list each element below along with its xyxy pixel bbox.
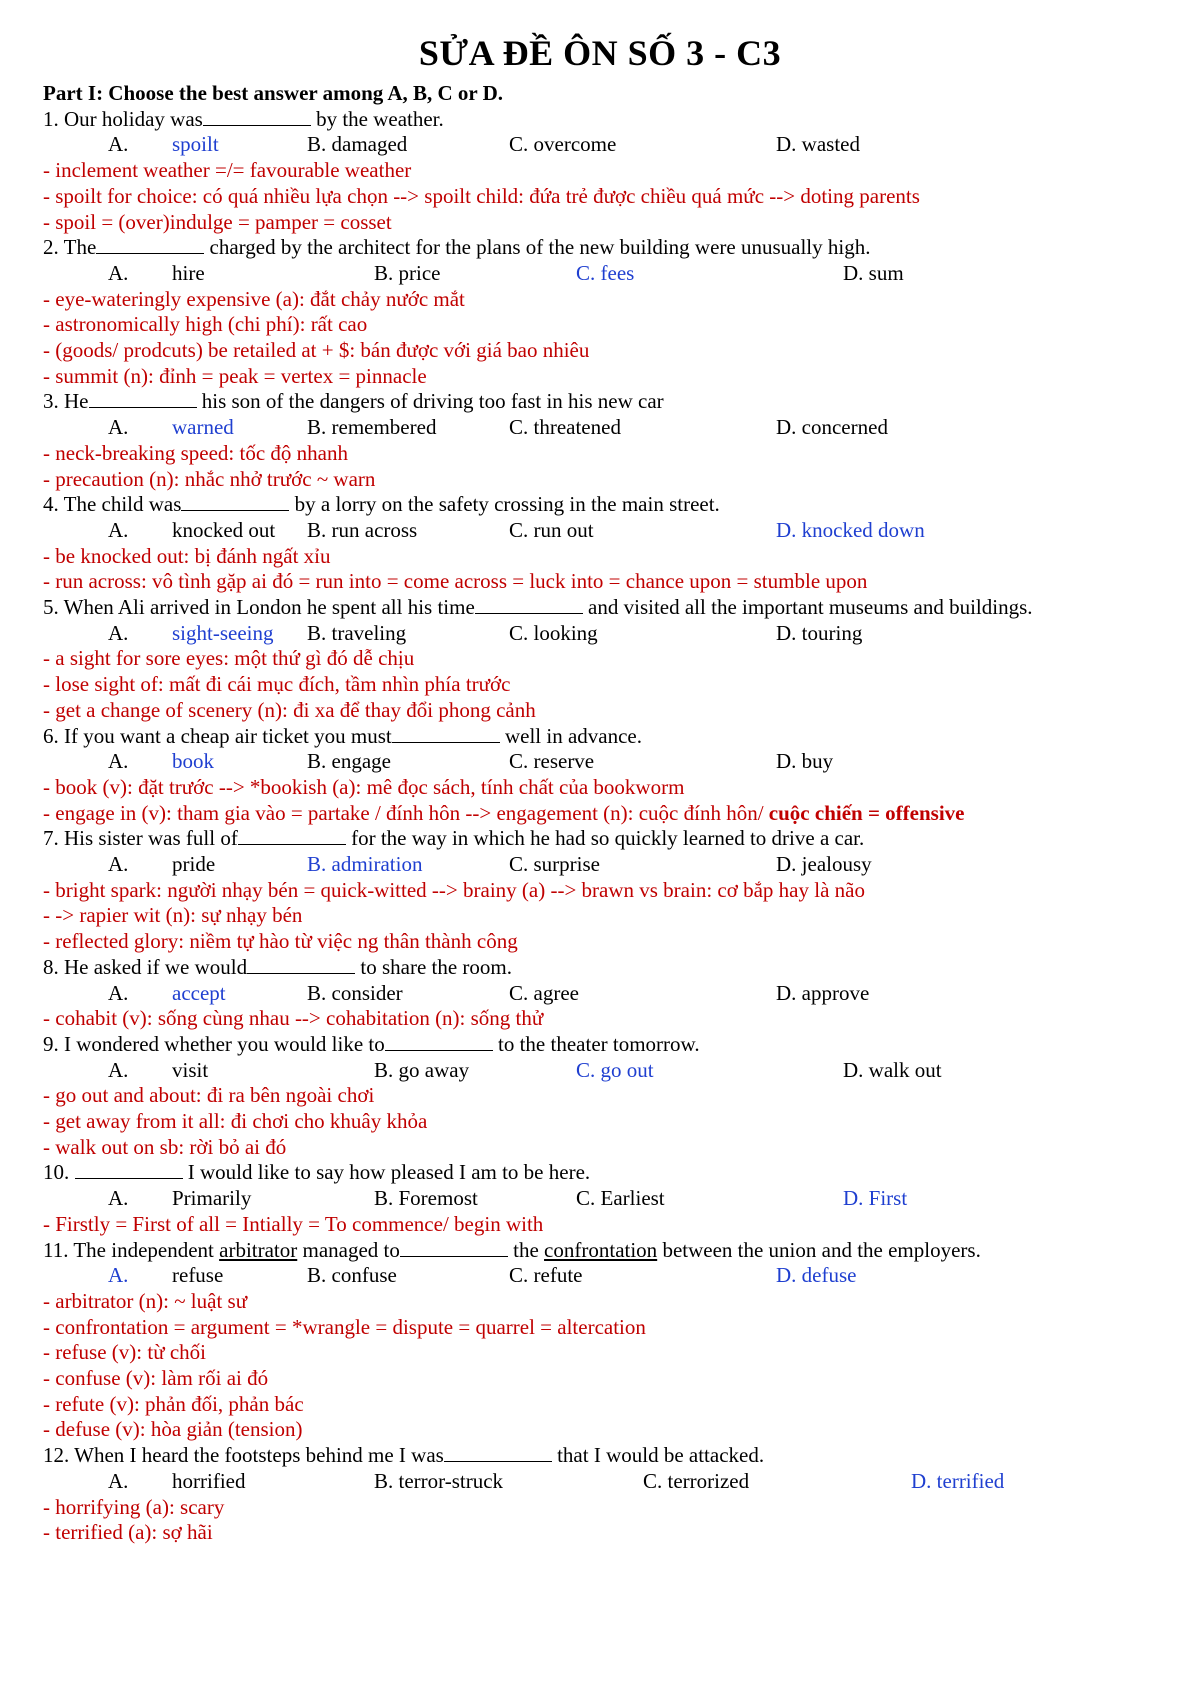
- option-item[interactable]: B. damaged: [307, 132, 408, 157]
- page-title: SỬA ĐỀ ÔN SỐ 3 - C3: [418, 33, 782, 73]
- note-text: - -> rapier wit (n): sự nhạy bén: [43, 903, 303, 928]
- question-text: to the theater tomorrow.: [492, 1031, 700, 1056]
- option-item[interactable]: D. terrified: [911, 1468, 1005, 1493]
- question-stem: [43, 1158, 590, 1186]
- note-line: [43, 1390, 304, 1418]
- option-item[interactable]: D. defuse: [776, 1263, 857, 1288]
- option-letter: A.: [108, 852, 129, 876]
- option-letter: A.: [108, 1186, 129, 1211]
- option-letter: A.: [108, 260, 129, 285]
- question-text: 3. He: [43, 389, 89, 414]
- question-text: 4. The child was: [43, 492, 182, 517]
- note-text: - go out and about: đi ra bên ngoài chơi: [43, 1083, 375, 1108]
- option-item[interactable]: B. go away: [374, 1057, 470, 1082]
- note-line: [43, 310, 367, 338]
- answer-blank[interactable]: [89, 389, 197, 408]
- option-item[interactable]: D. jealousy: [776, 852, 872, 876]
- option-text[interactable]: refuse: [172, 1263, 224, 1288]
- option-letter: A.: [108, 620, 129, 645]
- note-text: - defuse (v): hòa giản (tension): [43, 1417, 303, 1442]
- note-line: [43, 285, 465, 313]
- option-letter: A.: [108, 1263, 129, 1288]
- option-item[interactable]: C. looking: [509, 620, 598, 645]
- option-item[interactable]: C. terrorized: [643, 1468, 750, 1493]
- option-letter: A.: [108, 132, 129, 157]
- option-text[interactable]: visit: [172, 1057, 209, 1082]
- note-text: - neck-breaking speed: tốc độ nhanh: [43, 440, 348, 465]
- answer-blank[interactable]: [400, 1238, 508, 1257]
- note-line: [43, 876, 865, 904]
- question-text: well in advance.: [499, 723, 643, 748]
- note-line: [43, 439, 348, 467]
- option-item[interactable]: B. consider: [307, 980, 403, 1005]
- option-text[interactable]: knocked out: [172, 517, 276, 542]
- option-item[interactable]: C. surprise: [509, 852, 600, 876]
- note-text: - spoilt for choice: có quá nhiều lựa chọn --> spoilt child: đứa trẻ được chiều quá mức --> doting parents: [43, 183, 920, 208]
- note-text: - refute (v): phản đối, phản bác: [43, 1391, 304, 1416]
- option-item[interactable]: D. buy: [776, 749, 834, 774]
- note-text: - horrifying (a): scary: [43, 1494, 225, 1519]
- note-text: - astronomically high (chi phí): rất cao: [43, 312, 368, 337]
- note-text: - precaution (n): nhắc nhở trước ~ warn: [43, 466, 376, 491]
- question-text: 8. He asked if we would: [43, 954, 248, 979]
- question-text: and visited all the important museums and buildings.: [582, 595, 1033, 619]
- note-text: - cohabit (v): sống cùng nhau --> cohabitation (n): sống thử: [43, 1006, 544, 1031]
- question-text: by a lorry on the safety crossing in the main street.: [289, 492, 720, 517]
- note-line: [43, 1107, 427, 1135]
- option-text[interactable]: spoilt: [172, 132, 219, 157]
- question-text: his son of the dangers of driving too fast in his new car: [196, 389, 664, 414]
- note-text: - (goods/ prodcuts) be retailed at + $: bán được với giá bao nhiêu: [43, 338, 590, 362]
- option-item[interactable]: D. concerned: [776, 415, 888, 440]
- option-letter: A.: [108, 517, 129, 542]
- question-text: 10.: [43, 1160, 75, 1185]
- option-item[interactable]: C. refute: [509, 1263, 583, 1288]
- note-line: [43, 182, 920, 210]
- option-item[interactable]: C. overcome: [509, 132, 617, 157]
- note-line: [43, 1338, 206, 1366]
- note-text: - Firstly = First of all = Intially = To commence/ begin with: [43, 1211, 544, 1236]
- option-text[interactable]: book: [172, 749, 214, 774]
- question-stem: [43, 105, 444, 133]
- answer-blank[interactable]: [238, 826, 346, 845]
- option-text[interactable]: warned: [172, 415, 234, 440]
- note-line: [43, 1364, 268, 1392]
- note-text: - lose sight of: mất đi cái mục đích, tầm nhìn phía trước: [43, 672, 511, 697]
- question-text: by the weather.: [310, 106, 444, 131]
- question-text: 9. I wondered whether you would like to: [43, 1031, 385, 1056]
- option-item[interactable]: C. fees: [576, 260, 635, 285]
- option-item[interactable]: D. walk out: [843, 1057, 942, 1082]
- note-text: - summit (n): đỉnh = peak = vertex = pinnacle: [43, 363, 427, 388]
- option-letter: A.: [108, 980, 129, 1005]
- question-text: I would like to say how pleased I am to be here.: [182, 1160, 591, 1185]
- question-text: the: [507, 1237, 545, 1262]
- question-text: 6. If you want a cheap air ticket you must: [43, 723, 392, 748]
- note-text: - refuse (v): từ chối: [43, 1340, 206, 1365]
- note-line: [43, 362, 427, 390]
- note-text: - spoil = (over)indulge = pamper = cosset: [43, 209, 392, 234]
- note-line: [43, 1518, 213, 1546]
- note-line: [43, 927, 518, 955]
- option-text[interactable]: accept: [172, 980, 226, 1005]
- answer-blank[interactable]: [475, 595, 583, 614]
- note-line: [43, 773, 684, 801]
- question-text: to share the room.: [355, 954, 512, 979]
- answer-blank[interactable]: [75, 1160, 183, 1179]
- option-item[interactable]: B. terror-struck: [374, 1468, 504, 1493]
- note-text: - a sight for sore eyes: một thứ gì đó dễ chịu: [43, 646, 415, 671]
- option-text[interactable]: pride: [172, 852, 216, 876]
- question-text: for the way in which he had so quickly learned to drive a car.: [345, 826, 865, 851]
- question-text: 5. When Ali arrived in London he spent all his time: [43, 595, 475, 619]
- note-line: [43, 1133, 286, 1161]
- note-text: - eye-wateringly expensive (a): đắt chảy nước mắt: [43, 286, 465, 311]
- answer-blank[interactable]: [444, 1443, 552, 1462]
- option-item[interactable]: C. run out: [509, 517, 594, 542]
- note-text: - reflected glory: niềm tự hào từ việc ng thân thành công: [43, 929, 518, 954]
- question-text: 12. When I heard the footsteps behind me I was: [43, 1443, 444, 1468]
- question-stem: [43, 387, 664, 415]
- option-item[interactable]: D. knocked down: [776, 517, 925, 542]
- option-item[interactable]: B. Foremost: [374, 1186, 478, 1211]
- question-text: between the union and the employers.: [657, 1237, 981, 1262]
- note-line: [43, 542, 331, 570]
- option-item[interactable]: C. agree: [509, 980, 579, 1005]
- note-line: [43, 901, 302, 929]
- question-stem: [43, 490, 720, 518]
- note-line: [43, 670, 510, 698]
- option-item[interactable]: D. sum: [843, 260, 904, 285]
- note-line: [43, 156, 411, 184]
- note-line: [43, 1287, 247, 1315]
- option-text[interactable]: hire: [172, 260, 205, 285]
- option-item[interactable]: C. threatened: [509, 415, 621, 440]
- note-line: [43, 1004, 543, 1032]
- question-text: charged by the architect for the plans of the new building were unusually high.: [204, 235, 871, 260]
- answer-blank[interactable]: [181, 492, 289, 511]
- option-item[interactable]: D. touring: [776, 620, 863, 645]
- answer-blank[interactable]: [203, 107, 311, 126]
- option-item[interactable]: D. First: [843, 1186, 908, 1211]
- option-letter: A.: [108, 415, 129, 440]
- answer-blank[interactable]: [392, 724, 500, 743]
- option-text[interactable]: Primarily: [172, 1186, 252, 1211]
- option-item[interactable]: B. remembered: [307, 415, 437, 440]
- option-item[interactable]: B. confuse: [307, 1263, 397, 1288]
- note-line: [43, 1081, 374, 1109]
- underlined-term: confrontation: [544, 1237, 658, 1262]
- option-item[interactable]: D. approve: [776, 980, 870, 1005]
- question-stem: [43, 722, 642, 750]
- question-stem: [43, 1441, 764, 1469]
- note-text: - get a change of scenery (n): đi xa để thay đổi phong cảnh: [43, 697, 536, 722]
- option-letter: A.: [108, 749, 129, 774]
- underlined-term: arbitrator: [219, 1237, 298, 1262]
- option-item[interactable]: C. go out: [576, 1057, 654, 1082]
- note-line: [43, 1493, 224, 1521]
- note-text: - run across: vô tình gặp ai đó = run into = come across = luck into = chance upon = stumble upon: [43, 569, 868, 594]
- question-stem: [43, 593, 1033, 621]
- question-stem: [43, 1236, 981, 1264]
- question-text: managed to: [297, 1237, 400, 1262]
- answer-blank[interactable]: [96, 235, 204, 254]
- note-line: [43, 1210, 543, 1238]
- option-item[interactable]: C. Earliest: [576, 1186, 665, 1211]
- note-line: [43, 799, 964, 827]
- note-text: - be knocked out: bị đánh ngất xỉu: [43, 543, 331, 568]
- note-line: [43, 567, 867, 595]
- note-text: - confuse (v): làm rối ai đó: [43, 1366, 269, 1390]
- note-line: [43, 465, 375, 493]
- note-text: - inclement weather =/= favourable weather: [43, 158, 412, 183]
- option-item[interactable]: D. wasted: [776, 132, 860, 157]
- option-item[interactable]: B. admiration: [307, 852, 423, 876]
- option-text[interactable]: sight-seeing: [172, 620, 274, 645]
- note-text: - bright spark: người nhạy bén = quick-witted --> brainy (a) --> brawn vs brain: cơ bắp hay là não: [43, 877, 865, 902]
- question-stem: [43, 233, 870, 261]
- option-text[interactable]: horrified: [172, 1468, 246, 1493]
- note-text: - engage in (v): tham gia vào = partake / đính hôn --> engagement (n): cuộc đính hôn/: [43, 800, 769, 825]
- option-item[interactable]: B. traveling: [307, 620, 407, 645]
- question-text: 7. His sister was full of: [43, 826, 238, 851]
- option-item[interactable]: B. engage: [307, 749, 391, 774]
- question-stem: [43, 1030, 700, 1058]
- note-line: [43, 1313, 646, 1341]
- answer-blank[interactable]: [247, 955, 355, 974]
- note-text: - arbitrator (n): ~ luật sư: [43, 1288, 248, 1313]
- option-item[interactable]: B. price: [374, 260, 441, 285]
- note-line: [43, 208, 392, 236]
- note-emphasis: cuộc chiến = offensive: [768, 800, 965, 825]
- question-text: 11. The independent: [43, 1237, 220, 1262]
- note-text: - walk out on sb: rời bỏ ai đó: [43, 1134, 287, 1159]
- option-letter: A.: [108, 1468, 129, 1493]
- note-text: - book (v): đặt trước --> *bookish (a): mê đọc sách, tính chất của bookworm: [43, 774, 685, 799]
- note-line: [43, 696, 536, 724]
- option-item[interactable]: B. run across: [307, 517, 418, 542]
- question-text: that I would be attacked.: [551, 1443, 765, 1468]
- question-stem: [43, 824, 864, 852]
- note-line: [43, 336, 589, 364]
- answer-blank[interactable]: [385, 1032, 493, 1051]
- note-text: - terrified (a): sợ hãi: [43, 1520, 213, 1545]
- note-text: - get away from it all: đi chơi cho khuây khỏa: [43, 1109, 428, 1133]
- question-text: 1. Our holiday was: [43, 106, 203, 131]
- option-item[interactable]: C. reserve: [509, 749, 595, 774]
- question-stem: [43, 953, 512, 981]
- option-letter: A.: [108, 1057, 129, 1082]
- question-text: 2. The: [43, 235, 97, 260]
- note-line: [43, 1415, 303, 1443]
- note-line: [43, 644, 414, 672]
- note-text: - confrontation = argument = *wrangle = dispute = quarrel = altercation: [43, 1314, 646, 1339]
- part-heading: Part I: Choose the best answer among A, B, C or D.: [43, 81, 504, 105]
